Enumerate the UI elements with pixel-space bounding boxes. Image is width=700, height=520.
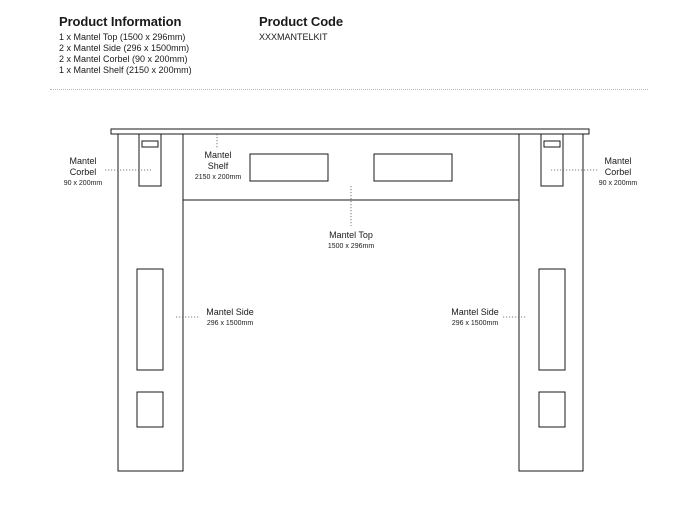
side-right-name: Mantel Side xyxy=(451,307,499,317)
mantel-shelf xyxy=(111,129,589,134)
product-code-value: XXXMANTELKIT xyxy=(259,32,328,42)
corbel-right-name: Corbel xyxy=(604,167,632,177)
corbel-left-dimensions: 90 x 200mm xyxy=(63,180,103,187)
mantel-side-left-tall-panel xyxy=(137,269,163,370)
shelf-name: Mantel xyxy=(204,150,232,160)
product-information-line: 2 x Mantel Corbel (90 x 200mm) xyxy=(59,54,188,64)
mantel-side-right-tall-panel xyxy=(539,269,565,370)
side-right-dimensions: 296 x 1500mm xyxy=(451,320,499,327)
corbel-right-name: Mantel xyxy=(604,156,632,166)
mantel-top-left-panel xyxy=(250,154,328,181)
product-code-title: Product Code xyxy=(259,14,344,29)
mantel-side-right-small-panel xyxy=(539,392,565,427)
top-name: Mantel Top xyxy=(329,230,373,240)
side-left-name: Mantel Side xyxy=(206,307,254,317)
corbel-left-name: Corbel xyxy=(69,167,97,177)
product-information-line: 1 x Mantel Top (1500 x 296mm) xyxy=(59,32,186,42)
shelf-dimensions: 2150 x 200mm xyxy=(194,174,242,181)
mantel-corbel-right-detail xyxy=(544,141,560,147)
product-information-title: Product Information xyxy=(59,14,182,29)
mantel-side-left-small-panel xyxy=(137,392,163,427)
mantel-top-right-panel xyxy=(374,154,452,181)
product-information-line: 2 x Mantel Side (296 x 1500mm) xyxy=(59,43,190,53)
shelf-name: Shelf xyxy=(207,161,229,171)
top-dimensions: 1500 x 296mm xyxy=(327,243,375,250)
corbel-right-dimensions: 90 x 200mm xyxy=(598,180,638,187)
mantel-corbel-left-detail xyxy=(142,141,158,147)
side-left-dimensions: 296 x 1500mm xyxy=(206,320,254,327)
product-information-line: 1 x Mantel Shelf (2150 x 200mm) xyxy=(59,65,192,75)
corbel-left-name: Mantel xyxy=(69,156,97,166)
